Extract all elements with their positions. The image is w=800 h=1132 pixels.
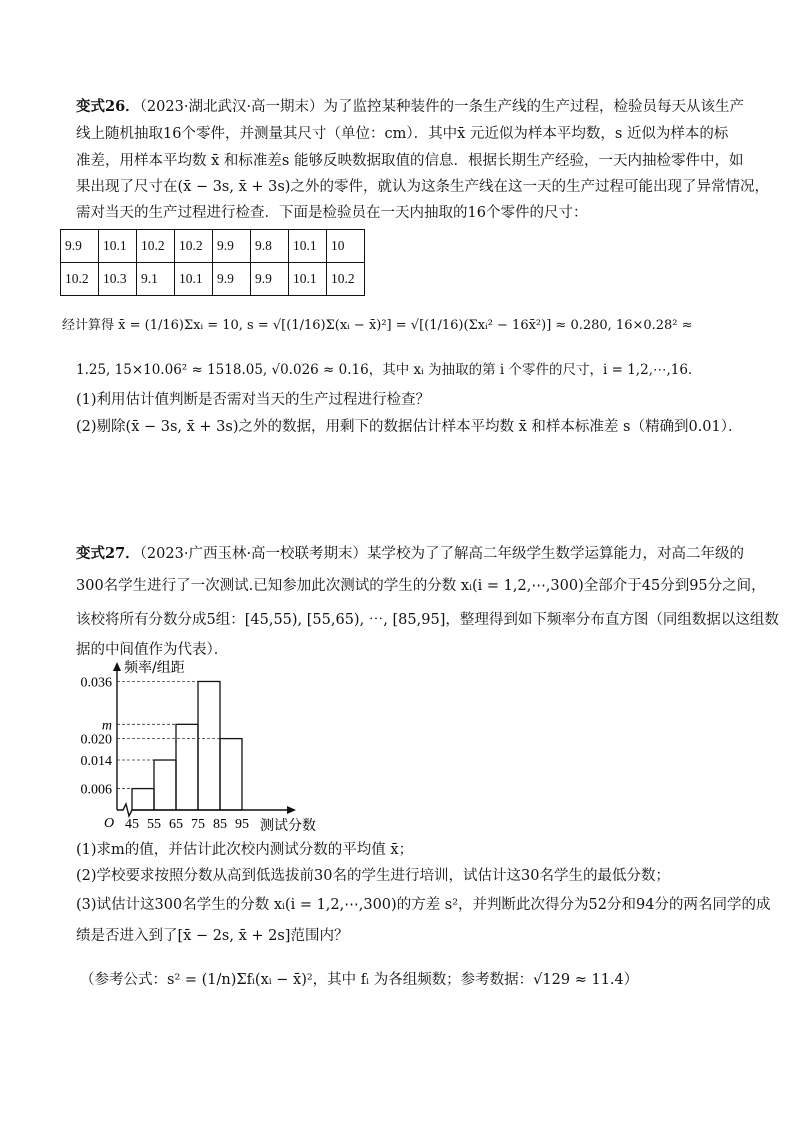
problem-27-title: 变式27． bbox=[76, 545, 140, 562]
table-cell: 10.2 bbox=[61, 263, 99, 296]
x-tick-label: 75 bbox=[191, 817, 205, 832]
origin-label: O bbox=[104, 816, 115, 831]
table-cell: 9.9 bbox=[213, 263, 251, 296]
problem-26-line-2: 线上随机抽取16个零件，并测量其尺寸（单位：cm）．其中x̄ 元近似为样本平均数，s 近似为样本的标 bbox=[76, 126, 729, 142]
y-axis-arrow-icon bbox=[113, 662, 121, 671]
histogram-bar bbox=[132, 789, 154, 810]
table-cell: 10.1 bbox=[175, 263, 213, 296]
problem-26-question-2: (2)剔除(x̄ − 3s, x̄ + 3s)之外的数据，用剩下的数据估计样本平均数 x̄ 和样本标准差 s（精确到0.01）． bbox=[76, 419, 743, 435]
table-cell: 10.1 bbox=[99, 230, 137, 263]
table-cell: 10.1 bbox=[289, 230, 327, 263]
y-ticks-group bbox=[81, 675, 113, 797]
problem-26-line-1: 变式26．（2023·湖北武汉·高一期末）为了监控某种装件的一条生产线的生产过程，检验员每天从该生产 bbox=[76, 98, 745, 115]
bars-group bbox=[132, 681, 242, 810]
y-axis-label: 频率/组距 bbox=[124, 660, 185, 676]
problem-27-question-3b: 绩是否进入到了[x̄ − 2s, x̄ + 2s]范围内？ bbox=[76, 928, 349, 944]
table-cell: 10.2 bbox=[137, 230, 175, 263]
problem-27-line-4: 据的中间值作为代表）． bbox=[76, 642, 229, 658]
x-axis-arrow-icon bbox=[287, 806, 296, 814]
calc-line-1: 经计算得 x̄ = (1/16)Σxᵢ = 10, s = √[(1/16)Σ(xᵢ − x̄)²] = √[(1/16)(Σxᵢ² − 16x̄²)] ≈ 0.280, 16×0.28² ≈ bbox=[62, 318, 693, 333]
problem-26-line-3: 准差，用样本平均数 x̄ 和标准差s 能够反映数据取值的信息．根据长期生产经验，一天内抽检零件中，如 bbox=[76, 153, 744, 169]
problem-26-line-4: 果出现了尺寸在(x̄ − 3s, x̄ + 3s)之外的零件，就认为这条生产线在这一天的生产过程可能出现了异常情况， bbox=[76, 179, 769, 195]
y-tick-label: 0.006 bbox=[80, 782, 112, 798]
problem-27-line-3: 该校将所有分数分成5组：[45,55), [55,65), ⋯, [85,95]，整理得到如下频率分布直方图（同组数据以这组数 bbox=[76, 612, 779, 628]
table-cell: 10.2 bbox=[327, 263, 365, 296]
x-tick-label: 45 bbox=[125, 817, 139, 832]
problem-27-line-2: 300名学生进行了一次测试.已知参加此次测试的学生的分数 xᵢ(i = 1,2,⋯,300)全部介于45分到95分之间， bbox=[76, 578, 766, 594]
sizes-table bbox=[60, 229, 365, 296]
histogram-bar bbox=[154, 760, 176, 810]
table-cell: 9.8 bbox=[251, 230, 289, 263]
y-tick-label: 0.014 bbox=[80, 754, 112, 770]
problem-27-question-3a: (3)试估计这300名学生的分数 xᵢ(i = 1,2,⋯,300)的方差 s²，并判断此次得分为52分和94分的两名同学的成 bbox=[76, 897, 771, 913]
problem-27-question-2: (2)学校要求按照分数从高到低选拔前30名的学生进行培训，试估计这30名学生的最低分数； bbox=[76, 868, 670, 884]
table-cell: 9.9 bbox=[251, 263, 289, 296]
table-cell: 9.9 bbox=[213, 230, 251, 263]
table-row bbox=[61, 230, 365, 263]
frequency-histogram bbox=[62, 660, 352, 835]
histogram-bar bbox=[176, 724, 198, 810]
x-tick-label: 85 bbox=[213, 817, 227, 832]
x-tick-label: 65 bbox=[169, 817, 183, 832]
table-cell: 10.2 bbox=[175, 230, 213, 263]
table-row bbox=[61, 263, 365, 296]
table-cell: 10 bbox=[327, 230, 365, 263]
x-ticks-group bbox=[125, 817, 249, 832]
table-cell: 9.9 bbox=[61, 230, 99, 263]
problem-26-line-5: 需对当天的生产过程进行检查．下面是检验员在一天内抽取的16个零件的尺寸： bbox=[76, 205, 588, 221]
histogram-bar bbox=[220, 739, 242, 810]
problem-27-line-1: 变式27．（2023·广西玉林·高一校联考期末）某学校为了了解高二年级学生数学运算能力，对高二年级的 bbox=[76, 545, 745, 562]
reference-formula: （参考公式：s² = (1/n)Σfᵢ(xᵢ − x̄)²，其中 fᵢ 为各组频数；参考数据：√129 ≈ 11.4） bbox=[80, 972, 639, 988]
y-tick-label: 0.020 bbox=[80, 732, 112, 748]
problem-27-question-1: (1)求m的值，并估计此次校内测试分数的平均值 x̄； bbox=[76, 842, 414, 858]
table-cell: 9.1 bbox=[137, 263, 175, 296]
guides-group bbox=[117, 681, 220, 788]
problem-26-question-1: (1)利用估计值判断是否需对当天的生产过程进行检查？ bbox=[76, 392, 431, 408]
x-tick-label: 95 bbox=[235, 817, 249, 832]
y-tick-label: 0.036 bbox=[80, 675, 112, 691]
calc-line-2: 1.25, 15×10.06² ≈ 1518.05, √0.026 ≈ 0.16，其中 xᵢ 为抽取的第 i 个零件的尺寸，i = 1,2,⋯,16． bbox=[76, 362, 702, 378]
x-tick-label: 55 bbox=[147, 817, 161, 832]
y-tick-label: m bbox=[101, 718, 112, 734]
histogram-bar bbox=[198, 681, 220, 810]
problem-26-title: 变式26． bbox=[76, 98, 140, 115]
table-cell: 10.1 bbox=[289, 263, 327, 296]
x-axis-label: 测试分数 bbox=[260, 818, 316, 834]
table-cell: 10.3 bbox=[99, 263, 137, 296]
